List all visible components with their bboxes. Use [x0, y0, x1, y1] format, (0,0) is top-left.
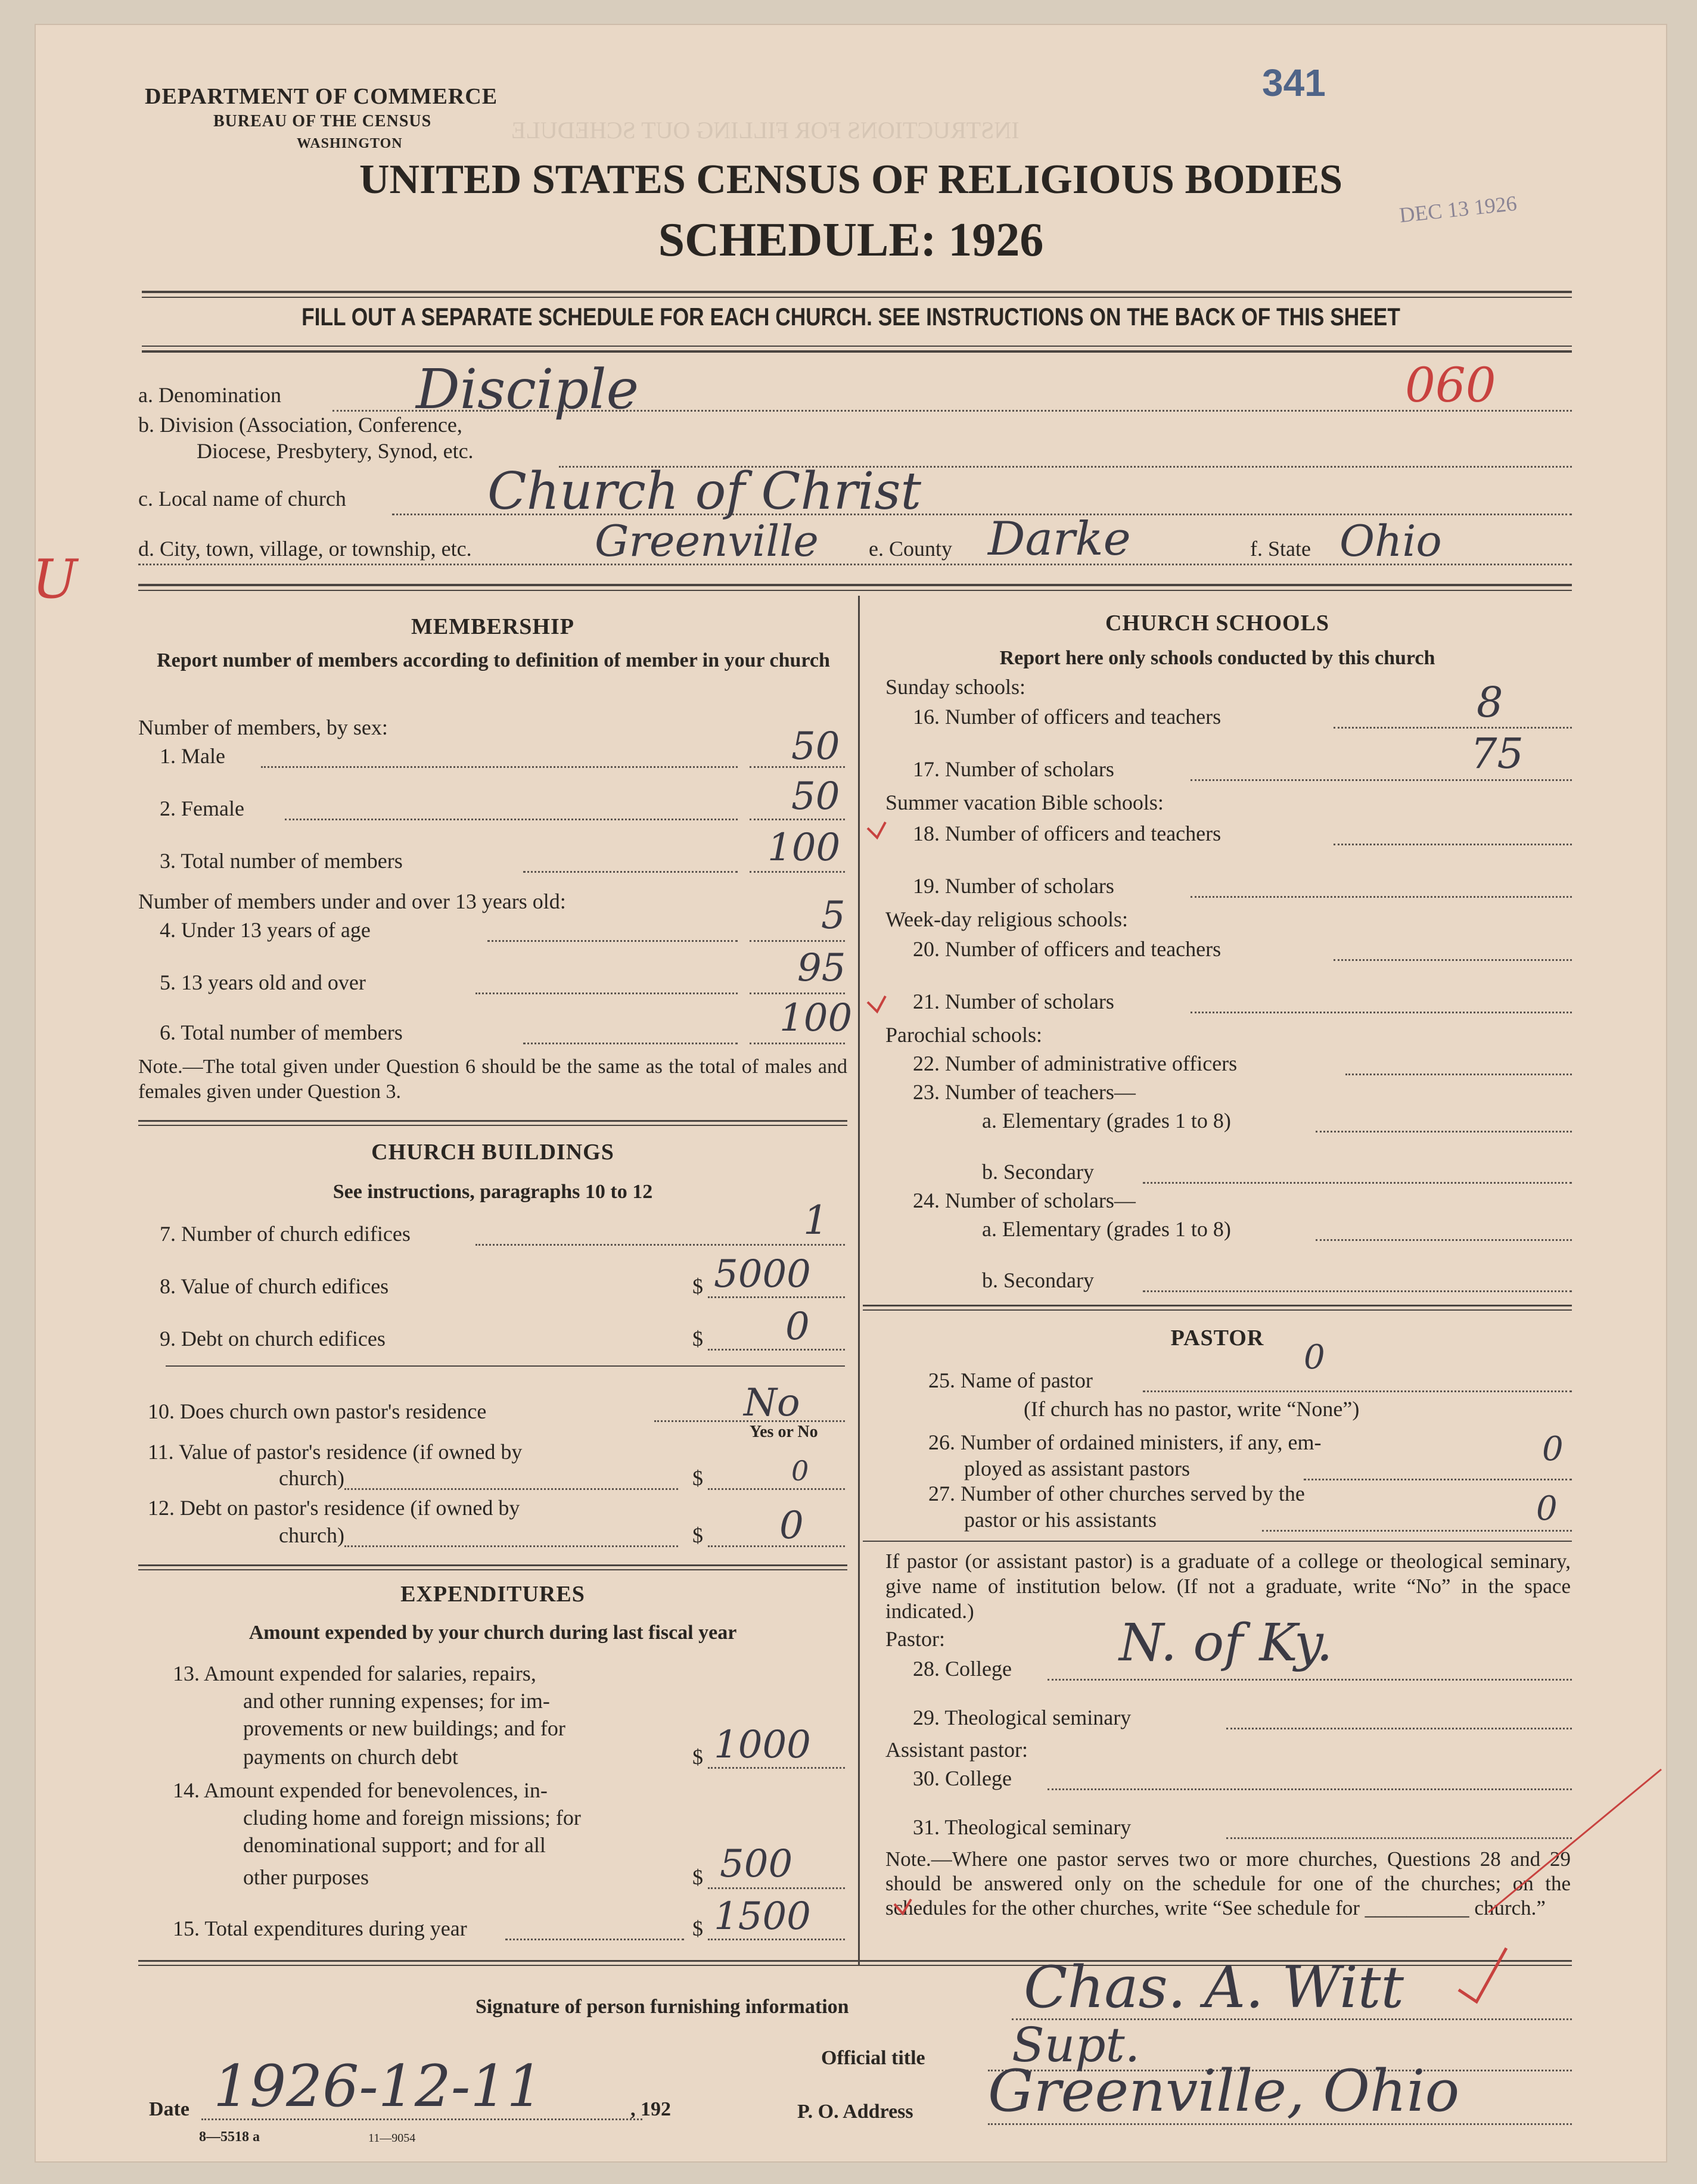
- state-label: f. State: [1250, 537, 1311, 561]
- q2-answer-line: [750, 819, 845, 820]
- parochial-heading: Parochial schools:: [885, 1023, 1042, 1047]
- q25-note: (If church has no pastor, write “None”): [1024, 1397, 1360, 1421]
- city-value: Greenville: [595, 516, 819, 566]
- schedule-year: SCHEDULE: 1926: [658, 214, 1044, 266]
- q8-line: [708, 1296, 845, 1298]
- yes-no-caption: Yes or No: [750, 1423, 818, 1441]
- q12-leader: [344, 1545, 678, 1547]
- q1-line: [261, 766, 738, 768]
- rule: [138, 584, 1572, 586]
- q9-label: 9. Debt on church edifices: [160, 1327, 386, 1351]
- q27-value: 0: [1536, 1489, 1558, 1528]
- q12-label-2: church): [279, 1523, 344, 1547]
- q4-label: 4. Under 13 years of age: [160, 918, 371, 942]
- q4-answer-line: [750, 940, 845, 942]
- q6-line: [523, 1043, 738, 1044]
- q14-line: [708, 1887, 845, 1889]
- q2-label: 2. Female: [160, 797, 244, 820]
- q28-label: 28. College: [913, 1657, 1012, 1681]
- reverse-bleed-title: INSTRUCTIONS FOR FILLING OUT SCHEDULE: [511, 117, 1020, 144]
- age-heading: Number of members under and over 13 years old:: [138, 889, 566, 913]
- q26-value: 0: [1542, 1430, 1564, 1469]
- q16-line: [1334, 727, 1572, 729]
- q24a-line: [1316, 1239, 1572, 1241]
- q23a-line: [1316, 1131, 1572, 1133]
- rule: [142, 297, 1572, 298]
- rule: [138, 1125, 847, 1126]
- rule: [166, 1365, 845, 1367]
- q23-label: 23. Number of teachers—: [913, 1080, 1136, 1104]
- q27-label-2: pastor or his assistants: [964, 1508, 1157, 1532]
- q3-answer-line: [750, 871, 845, 873]
- q11-leader: [344, 1488, 678, 1490]
- q9-line: [708, 1349, 845, 1351]
- denomination-value: Disciple: [416, 357, 639, 421]
- q23b-label: b. Secondary: [982, 1160, 1094, 1184]
- q19-line: [1191, 896, 1572, 898]
- red-check-mark: [890, 1894, 925, 1930]
- asst-heading: Assistant pastor:: [885, 1738, 1028, 1762]
- q11-label: 11. Value of pastor's residence (if owned by: [148, 1440, 523, 1464]
- rule: [138, 1564, 847, 1566]
- q6-answer-line: [750, 1043, 845, 1044]
- q25-value: 0: [1304, 1338, 1325, 1377]
- pastor-title: PASTOR: [1170, 1326, 1264, 1351]
- q3-line: [523, 871, 738, 873]
- by-sex-heading: Number of members, by sex:: [138, 715, 388, 739]
- stamp-number: 341: [1262, 61, 1326, 104]
- q29-label: 29. Theological seminary: [913, 1706, 1132, 1729]
- q18-line: [1334, 844, 1572, 845]
- q8-value: 5000: [714, 1252, 811, 1296]
- church-name-label: c. Local name of church: [138, 487, 346, 511]
- q13-dollar: $: [692, 1745, 703, 1769]
- q31-label: 31. Theological seminary: [913, 1815, 1132, 1839]
- q4-line: [487, 940, 738, 942]
- membership-subtitle: Report number of members according to definition of member in your church: [157, 649, 830, 671]
- q21-label: 21. Number of scholars: [913, 990, 1114, 1013]
- sunday-heading: Sunday schools:: [885, 675, 1026, 699]
- rule: [138, 1569, 847, 1570]
- received-date-stamp: DEC 13 1926: [1398, 191, 1518, 228]
- q3-label: 3. Total number of members: [160, 849, 403, 873]
- q11-line: [708, 1488, 845, 1490]
- county-label: e. County: [869, 537, 952, 561]
- dept-heading: DEPARTMENT OF COMMERCE: [145, 84, 498, 109]
- red-check-signature: [1453, 1942, 1524, 2014]
- instruction-line: FILL OUT A SEPARATE SCHEDULE FOR EACH CHURCH. SEE INSTRUCTIONS ON THE BACK OF THIS SHEET: [302, 303, 1400, 331]
- column-divider: [858, 596, 860, 1966]
- denomination-code: 060: [1405, 357, 1496, 413]
- q13-label-4: payments on church debt: [243, 1745, 458, 1769]
- county-value: Darke: [988, 512, 1131, 566]
- graduate-note: If pastor (or assistant pastor) is a graduate of a college or theological seminary, give name of institution below. (If not a graduate, write “No” in the space indicated.): [885, 1550, 1571, 1623]
- q24-label: 24. Number of scholars—: [913, 1189, 1136, 1212]
- membership-title: MEMBERSHIP: [411, 614, 574, 639]
- q14-label-2: cluding home and foreign missions; for: [243, 1806, 581, 1830]
- q15-line: [708, 1939, 845, 1940]
- q20-label: 20. Number of officers and teachers: [913, 937, 1222, 961]
- q13-line: [708, 1767, 845, 1769]
- q2-value: 50: [791, 774, 840, 819]
- q25-line: [1143, 1390, 1572, 1392]
- q22-line: [1345, 1074, 1572, 1075]
- q2-line: [285, 819, 738, 820]
- form-number: 8—5518 a: [199, 2129, 260, 2145]
- expenditures-title: EXPENDITURES: [400, 1582, 585, 1607]
- q9-dollar: $: [692, 1327, 703, 1351]
- q12-value: 0: [779, 1504, 804, 1548]
- denomination-label: a. Denomination: [138, 383, 281, 407]
- membership-note: Note.—The total given under Question 6 should be the same as the total of males and females given under Question 3.: [138, 1056, 847, 1103]
- print-number: 11—9054: [368, 2132, 416, 2145]
- q13-label-2: and other running expenses; for im-: [243, 1689, 550, 1713]
- q5-answer-line: [750, 993, 845, 994]
- q12-dollar: $: [692, 1523, 703, 1547]
- rule: [138, 590, 1572, 591]
- margin-mark: U: [32, 548, 77, 611]
- q1-label: 1. Male: [160, 744, 225, 768]
- q14-label-3: denominational support; and for all: [243, 1833, 546, 1857]
- q14-label-1: 14. Amount expended for benevolences, in-: [173, 1778, 548, 1802]
- q12-line: [708, 1545, 845, 1547]
- q5-label: 5. 13 years old and over: [160, 970, 366, 994]
- q10-value: No: [744, 1381, 800, 1425]
- q9-value: 0: [785, 1305, 810, 1349]
- q17-line: [1191, 779, 1572, 781]
- city-label: d. City, town, village, or township, etc.: [138, 537, 472, 561]
- q29-line: [1226, 1728, 1572, 1729]
- q24a-label: a. Elementary (grades 1 to 8): [982, 1217, 1231, 1241]
- form-title: UNITED STATES CENSUS OF RELIGIOUS BODIES: [359, 157, 1343, 203]
- q24b-line: [1143, 1290, 1572, 1292]
- city-line: [138, 564, 1572, 565]
- q23a-label: a. Elementary (grades 1 to 8): [982, 1109, 1231, 1133]
- q11-dollar: $: [692, 1466, 703, 1490]
- q14-label-4: other purposes: [243, 1865, 369, 1889]
- q17-label: 17. Number of scholars: [913, 757, 1114, 781]
- signature-label: Signature of person furnishing information: [475, 1996, 849, 2018]
- q15-dollar: $: [692, 1917, 703, 1940]
- q13-value: 1000: [714, 1723, 811, 1767]
- q20-line: [1334, 959, 1572, 961]
- q7-label: 7. Number of church edifices: [160, 1222, 411, 1246]
- q28-line: [1048, 1679, 1572, 1681]
- q11-value: 0: [791, 1455, 809, 1487]
- q23b-line: [1143, 1182, 1572, 1184]
- rule: [863, 1305, 1572, 1306]
- rule: [142, 291, 1572, 293]
- date-value: 1926-12-11: [213, 2053, 543, 2120]
- buildings-subtitle: See instructions, paragraphs 10 to 12: [332, 1181, 653, 1203]
- bureau-heading: BUREAU OF THE CENSUS: [213, 112, 432, 130]
- q4-value: 5: [821, 894, 846, 938]
- q14-value: 500: [720, 1842, 793, 1886]
- q7-value: 1: [803, 1197, 828, 1243]
- pastor-heading: Pastor:: [885, 1627, 946, 1651]
- q18-label: 18. Number of officers and teachers: [913, 822, 1222, 845]
- expenditures-subtitle: Amount expended by your church during last fiscal year: [248, 1622, 737, 1644]
- q27-line: [1262, 1530, 1572, 1532]
- q24b-label: b. Secondary: [982, 1268, 1094, 1292]
- q5-line: [475, 993, 738, 994]
- q21-line: [1191, 1012, 1572, 1013]
- q27-label: 27. Number of other churches served by the: [928, 1482, 1305, 1505]
- red-tick-line: [1482, 1763, 1673, 1918]
- q8-dollar: $: [692, 1274, 703, 1298]
- q6-value: 100: [779, 996, 853, 1040]
- division-label: b. Division (Association, Conference,: [138, 413, 462, 437]
- q16-label: 16. Number of officers and teachers: [913, 705, 1222, 729]
- q25-label: 25. Name of pastor: [928, 1368, 1093, 1392]
- schedule-sheet: [32, 24, 1667, 2163]
- q3-value: 100: [767, 826, 841, 870]
- q13-label-1: 13. Amount expended for salaries, repairs,: [173, 1662, 536, 1685]
- weekday-heading: Week-day religious schools:: [885, 907, 1129, 931]
- q12-label: 12. Debt on pastor's residence (if owned by: [148, 1496, 520, 1520]
- signature-value: Chas. A. Witt: [1024, 1954, 1404, 2021]
- pastor-note: Note.—Where one pastor serves two or more churches, Questions 28 and 29 should be answered only on the schedule for one of the churches; on the schedules for the other churches, write “See schedule for __________ church.”: [885, 1847, 1571, 1919]
- q8-label: 8. Value of church edifices: [160, 1274, 389, 1298]
- rule: [863, 1541, 1572, 1542]
- rule: [863, 1309, 1572, 1311]
- q16-value: 8: [1477, 678, 1503, 727]
- summer-heading: Summer vacation Bible schools:: [885, 791, 1164, 814]
- schools-title: CHURCH SCHOOLS: [1105, 611, 1330, 636]
- po-address-value: Greenville, Ohio: [988, 2058, 1460, 2124]
- official-title-value: Supt.: [1012, 2017, 1140, 2073]
- q30-label: 30. College: [913, 1766, 1012, 1790]
- official-title-label: Official title: [821, 2047, 925, 2069]
- q15-label: 15. Total expenditures during year: [173, 1917, 467, 1940]
- q5-value: 95: [797, 946, 846, 990]
- q19-label: 19. Number of scholars: [913, 874, 1114, 898]
- q1-value: 50: [791, 724, 840, 769]
- city-heading: WASHINGTON: [297, 136, 403, 151]
- state-value: Ohio: [1339, 516, 1442, 566]
- q15-leader: [505, 1939, 684, 1940]
- church-name-value: Church of Christ: [487, 462, 922, 521]
- q28-value: N. of Ky.: [1119, 1613, 1333, 1673]
- q13-label-3: provements or new buildings; and for: [243, 1716, 565, 1740]
- q22-label: 22. Number of administrative officers: [913, 1051, 1238, 1075]
- schools-subtitle: Report here only schools conducted by this church: [999, 647, 1435, 669]
- buildings-title: CHURCH BUILDINGS: [371, 1140, 614, 1165]
- q7-line: [475, 1244, 845, 1246]
- po-address-label: P. O. Address: [797, 2101, 913, 2123]
- date-label: Date: [149, 2098, 189, 2120]
- rule: [142, 350, 1572, 353]
- q10-label: 10. Does church own pastor's residence: [148, 1399, 487, 1423]
- red-check-marks: [862, 816, 909, 1066]
- rule: [138, 1120, 847, 1122]
- date-suffix: , 192: [630, 2098, 671, 2120]
- q11-label-2: church): [279, 1466, 344, 1490]
- q14-dollar: $: [692, 1865, 703, 1889]
- division-label-2: Diocese, Presbytery, Synod, etc.: [197, 439, 474, 463]
- q26-line: [1304, 1479, 1572, 1480]
- q17-value: 75: [1471, 729, 1524, 778]
- rule: [142, 346, 1572, 347]
- q6-label: 6. Total number of members: [160, 1021, 403, 1044]
- q15-value: 1500: [714, 1894, 811, 1939]
- q26-label-2: ployed as assistant pastors: [964, 1457, 1190, 1480]
- q26-label: 26. Number of ordained ministers, if any, em-: [928, 1430, 1322, 1454]
